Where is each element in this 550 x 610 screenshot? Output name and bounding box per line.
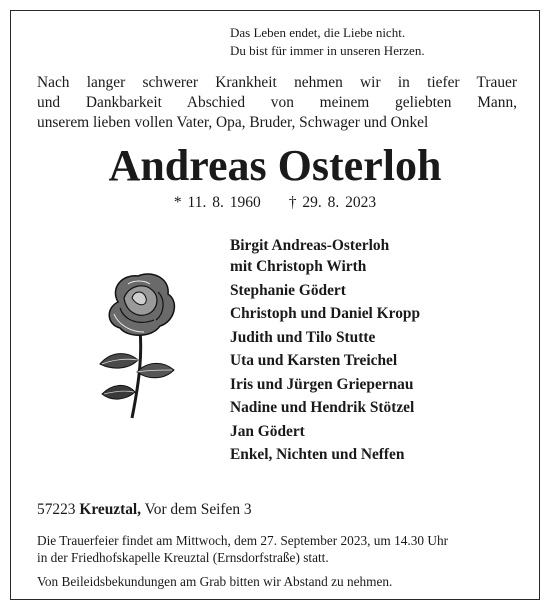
birth-date: * 11. 8. 1960 xyxy=(173,194,261,211)
family-member: Christoph und Daniel Kropp xyxy=(230,305,421,322)
intro-line: und Dankbarkeit Abschied von meinem geliebten Mann, xyxy=(37,94,517,111)
family-member: Enkel, Nichten und Neffen xyxy=(230,446,405,463)
address xyxy=(37,500,517,520)
family-member: Nadine und Hendrik Stötzel xyxy=(230,399,415,416)
quote-line: Du bist für immer in unseren Herzen. xyxy=(230,43,425,58)
quote-line: Das Leben endet, die Liebe nicht. xyxy=(230,25,406,40)
family-member: Jan Gödert xyxy=(230,422,305,440)
intro-line: unserem lieben vollen Vater, Opa, Bruder, Schwager und Onkel xyxy=(37,114,429,131)
service-info xyxy=(37,532,517,566)
city: Kreuztal, xyxy=(79,501,142,518)
service-line: in der Friedhofskapelle Kreuztal (Ernsdorfstraße) statt. xyxy=(37,550,329,565)
rose-icon xyxy=(88,268,188,438)
death-date: † 29. 8. 2023 xyxy=(288,194,377,211)
condolence-note: Von Beileidsbekundungen am Grab bitten wir Abstand zu nehmen. xyxy=(37,574,393,589)
service-line: Die Trauerfeier findet am Mittwoch, dem 27. September 2023, um 14.30 Uhr xyxy=(37,533,449,548)
family-member: Judith und Tilo Stutte xyxy=(230,328,376,346)
intro-text xyxy=(37,73,517,133)
family-member: Birgit Andreas-Osterloh xyxy=(230,237,390,254)
family-member: Uta und Karsten Treichel xyxy=(230,352,398,369)
street: Vor dem Seifen 3 xyxy=(144,501,252,518)
life-dates xyxy=(0,193,550,213)
postcode: 57223 xyxy=(37,501,76,518)
intro-line: Nach langer schwerer Krankheit nehmen wir in tiefer Trauer xyxy=(37,74,517,91)
family-member: Stephanie Gödert xyxy=(230,281,346,299)
memorial-quote xyxy=(230,24,520,60)
family-member: mit Christoph Wirth xyxy=(230,258,367,275)
family-member: Iris und Jürgen Griepernau xyxy=(230,375,414,393)
deceased-name: Andreas Osterloh xyxy=(108,141,442,190)
family-list xyxy=(230,236,530,467)
